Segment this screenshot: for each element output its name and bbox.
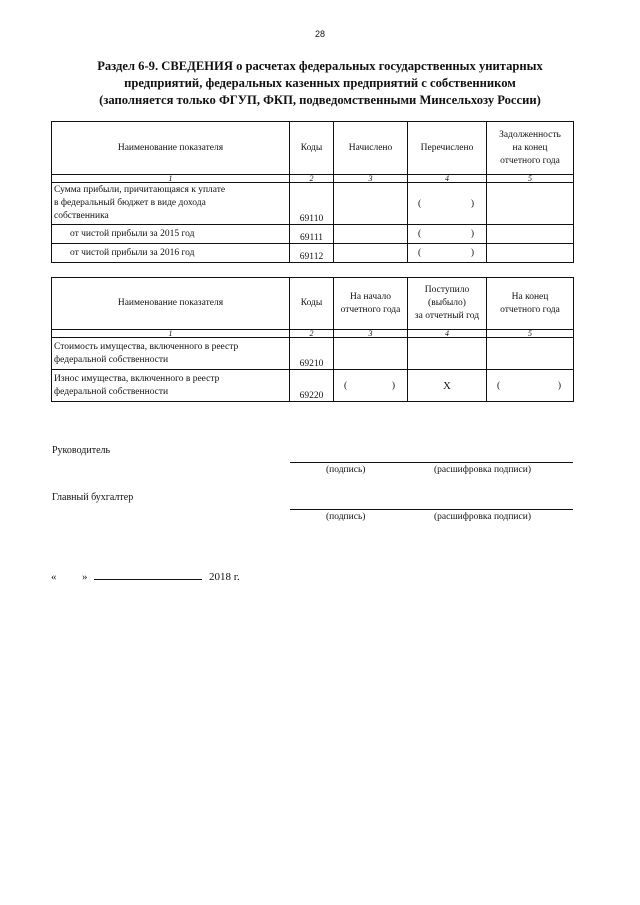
property-table-header <box>52 278 574 330</box>
head-label: Руководитель <box>52 445 111 456</box>
header-start-of-year <box>334 278 408 330</box>
chief-accountant-label: Главный бухгалтер <box>52 492 134 503</box>
header-flow-line-2: (выбыло) <box>428 298 466 308</box>
paren-close: ) <box>391 380 395 391</box>
header-start-line-2: отчетного года <box>340 304 401 315</box>
debt-cell[interactable] <box>487 225 574 244</box>
column-number-row <box>52 175 574 183</box>
profit-table <box>51 121 574 263</box>
header-debt-line-1: Задолженность <box>499 129 561 140</box>
transferred-cell[interactable] <box>408 225 487 244</box>
accountant-decode-caption: (расшифровка подписи) <box>434 512 531 522</box>
flow-value-cell[interactable] <box>408 338 487 370</box>
transferred-cell[interactable] <box>408 183 487 225</box>
row-label-property-depreciation <box>52 370 290 402</box>
section-title <box>40 58 600 109</box>
row-label-line: Сумма прибыли, причитающаяся к уплате <box>54 185 226 195</box>
title-line-3: (заполняется только ФГУП, ФКП, подведомственными Минсельхозу России) <box>99 93 541 107</box>
header-codes: Коды <box>290 278 334 330</box>
start-value-cell[interactable] <box>334 338 408 370</box>
head-signature-line[interactable] <box>290 462 573 463</box>
row-code: 69110 <box>290 183 334 225</box>
row-label-line: федеральной собственности <box>54 354 169 365</box>
page-number: 28 <box>314 29 325 39</box>
header-start-line-1: На начало <box>350 291 391 302</box>
paren-close: ) <box>557 380 561 391</box>
date-month-line[interactable] <box>94 567 202 580</box>
col-number: 4 <box>408 330 487 338</box>
header-flow-line-1: Поступило <box>424 285 470 295</box>
col-number: 3 <box>334 330 408 338</box>
header-end-line-2: отчетного года <box>500 304 560 315</box>
row-code: 69220 <box>290 370 334 402</box>
profit-table-header <box>52 122 574 175</box>
row-label-line: Стоимость имущества, включенного в реестр <box>54 341 239 352</box>
transferred-cell[interactable] <box>408 244 487 263</box>
col-number: 2 <box>290 330 334 338</box>
row-label-property-value <box>52 338 290 370</box>
table-row <box>52 338 574 370</box>
accrued-cell[interactable] <box>334 183 408 225</box>
row-label-2015: от чистой прибыли за 2015 год <box>52 225 290 244</box>
date-row <box>51 567 240 583</box>
end-value-cell[interactable] <box>487 370 574 402</box>
header-debt-line-3: отчетного года <box>500 155 560 166</box>
start-value-cell[interactable] <box>334 370 408 402</box>
header-debt-end-of-year <box>487 122 574 175</box>
header-flow-for-year <box>408 278 487 330</box>
accountant-signature-line[interactable] <box>290 509 573 510</box>
col-number: 4 <box>408 175 487 183</box>
end-value-cell[interactable] <box>487 338 574 370</box>
table-row <box>52 183 574 225</box>
accrued-cell[interactable] <box>334 244 408 263</box>
paren-close: ) <box>470 198 474 209</box>
table-row <box>52 370 574 402</box>
row-label-line: в федеральный бюджет в виде дохода <box>54 198 206 208</box>
flow-x-mark: X <box>408 370 487 402</box>
title-line-1: Раздел 6-9. СВЕДЕНИЯ о расчетах федеральных государственных унитарных <box>97 59 543 73</box>
header-end-line-1: На конец <box>511 291 549 302</box>
accountant-signature-caption: (подпись) <box>326 512 366 522</box>
date-year: 2018 г. <box>209 571 240 583</box>
col-number: 5 <box>487 175 574 183</box>
row-label-line: Износ имущества, включенного в реестр <box>54 373 220 384</box>
row-code: 69112 <box>290 244 334 263</box>
date-open-quote: « <box>51 571 57 583</box>
row-code: 69111 <box>290 225 334 244</box>
col-number: 2 <box>290 175 334 183</box>
date-close-quote: » <box>82 571 88 583</box>
title-line-2: предприятий, федеральных казенных предприятий с собственником <box>124 76 516 90</box>
table-row <box>52 225 574 244</box>
header-transferred: Перечислено <box>408 122 487 175</box>
header-indicator-name: Наименование показателя <box>52 278 290 330</box>
table-row <box>52 244 574 263</box>
property-table <box>51 277 574 402</box>
col-number: 1 <box>52 175 290 183</box>
row-code: 69210 <box>290 338 334 370</box>
header-indicator-name: Наименование показателя <box>52 122 290 175</box>
paren-open: ( <box>418 248 422 258</box>
header-debt-line-2: на конец <box>512 142 548 153</box>
paren-open: ( <box>497 380 501 391</box>
head-decode-caption: (расшифровка подписи) <box>434 465 531 475</box>
col-number: 1 <box>52 330 290 338</box>
row-label-line: федеральной собственности <box>54 386 169 397</box>
paren-open: ( <box>418 198 422 209</box>
paren-open: ( <box>418 229 422 239</box>
header-end-of-year <box>487 278 574 330</box>
col-number: 3 <box>334 175 408 183</box>
column-number-row <box>52 330 574 338</box>
col-number: 5 <box>487 330 574 338</box>
accrued-cell[interactable] <box>334 225 408 244</box>
header-flow-line-3: за отчетный год <box>414 311 480 321</box>
paren-close: ) <box>470 248 474 258</box>
row-label-profit-total <box>52 183 290 225</box>
row-label-2016: от чистой прибыли за 2016 год <box>52 244 290 263</box>
head-signature-caption: (подпись) <box>326 465 366 475</box>
debt-cell[interactable] <box>487 183 574 225</box>
row-label-line: собственника <box>54 211 109 221</box>
header-accrued: Начислено <box>334 122 408 175</box>
paren-close: ) <box>470 229 474 239</box>
debt-cell[interactable] <box>487 244 574 263</box>
header-codes: Коды <box>290 122 334 175</box>
paren-open: ( <box>344 380 348 391</box>
